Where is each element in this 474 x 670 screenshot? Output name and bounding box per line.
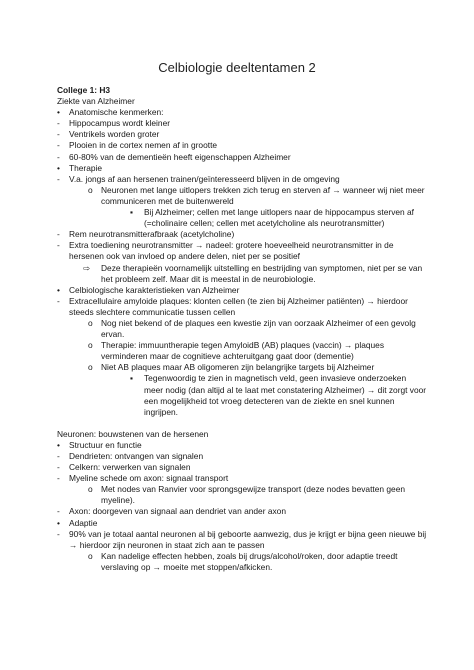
list-item: [57, 318, 427, 340]
line-text: Tegenwoordig te zien in magnetisch veld, geen invasieve onderzoeken meer nodig (dan altijd al te laat met constatering Alzheimer) → dit zorgt voor een mogelijkheid tot vroeg detecteren van de ziekte en snel kunnen ingrijpen.: [144, 373, 427, 417]
o-bullet-icon: o: [88, 550, 93, 561]
list-item: [57, 118, 427, 129]
list-item: [57, 440, 427, 451]
list-item: [57, 152, 427, 163]
line-text: Ventrikels worden groter: [69, 129, 160, 140]
line-text: V.a. jongs af aan hersenen trainen/geïnteresseerd blijven in de omgeving: [69, 173, 340, 184]
line-text: Adaptie: [69, 517, 98, 528]
line-text: Bij Alzheimer; cellen met lange uitlopers naar de hippocampus sterven af (=cholinaire cellen; cellen met acetylcholine als neurotransmitter): [144, 207, 415, 229]
topic-line: [57, 429, 427, 440]
line-text: Extracellulaire amyloide plaques: klonten cellen (te zien bij Alzheimer patiënten) → hierdoor steeds slechtere communicatie tussen cellen: [69, 295, 408, 317]
list-item: [57, 340, 427, 362]
list-item: [57, 129, 427, 140]
line-text: Plooien in de cortex nemen af in grootte: [69, 140, 218, 151]
line-text: Celkern: verwerken van signalen: [69, 462, 191, 473]
dash-bullet-icon: -: [57, 173, 60, 184]
line-text: Axon: doorgeven van signaal aan dendriet van ander axon: [69, 506, 286, 517]
line-text: Therapie: immuuntherapie tegen AmyloidB (AB) plaques (vaccin) → plaques verminderen maar de cognitieve achteruitgang gaat door (dementie): [101, 340, 385, 362]
arrow-bullet-icon: ⇨: [83, 262, 91, 273]
line-text: 90% van je totaal aantal neuronen al bij geboorte aanwezig, dus je krijgt er bijna geen nieuwe bij → hierdoor zijn neuronen in staat zich aan te passen: [69, 528, 427, 550]
list-item: [57, 473, 427, 484]
dash-bullet-icon: -: [57, 240, 60, 251]
line-text: Myeline schede om axon: signaal transport: [69, 473, 229, 484]
line-text: Extra toediening neurotransmitter → nadeel: grotere hoeveelheid neurotransmitter in de hersenen ook van invloed op andere delen, niet per se positief: [69, 240, 394, 262]
dash-bullet-icon: -: [57, 129, 60, 140]
list-item: [57, 107, 427, 118]
dash-bullet-icon: -: [57, 118, 60, 129]
line-text: College 1: H3: [57, 85, 111, 95]
document-title: Celbiologie deeltentamen 2: [158, 60, 316, 75]
square-bullet-icon: ▪: [130, 207, 133, 218]
list-item: [57, 285, 427, 296]
dot-bullet-icon: •: [57, 107, 60, 118]
line-text: Dendrieten: ontvangen van signalen: [69, 451, 204, 461]
line-text: Deze therapieën voornamelijk uitstelling en bestrijding van symptomen, niet per se van het probleem zelf. Maar dit is meestal in de neurobiologie.: [101, 262, 423, 284]
line-text: Met nodes van Ranvier voor sprongsgewijze transport (deze nodes bevatten geen myeline).: [101, 484, 406, 506]
o-bullet-icon: o: [88, 317, 93, 328]
line-text: Anatomische kenmerken:: [69, 107, 164, 118]
dash-bullet-icon: -: [57, 473, 60, 484]
list-item: [57, 163, 427, 174]
list-item: [57, 296, 427, 318]
o-bullet-icon: o: [88, 484, 93, 495]
line-text: Neuronen met lange uitlopers trekken zich terug en sterven af → wanneer wij niet meer communiceren met de buitenwereld: [101, 184, 425, 206]
line-text: Kan nadelige effecten hebben, zoals bij drugs/alcohol/roken, door adaptie treedt verslaving op → moeite met stoppen/afkicken.: [101, 550, 398, 572]
dot-bullet-icon: •: [57, 517, 60, 528]
line-text: Nog niet bekend of de plaques een kwestie zijn van oorzaak Alzheimer of een gevolg ervan.: [101, 317, 416, 340]
line-text: Niet AB plaques maar AB oligomeren zijn belangrijke targets bij Alzheimer: [101, 362, 375, 373]
dot-bullet-icon: •: [57, 439, 60, 450]
dash-bullet-icon: -: [57, 528, 60, 539]
list-item: [57, 263, 427, 285]
topic-line: [57, 96, 427, 107]
square-bullet-icon: ▪: [130, 373, 133, 384]
dash-bullet-icon: -: [57, 140, 60, 151]
list-item: [57, 484, 427, 506]
list-item: [57, 207, 427, 229]
dash-bullet-icon: -: [57, 229, 60, 240]
list-item: [57, 140, 427, 151]
line-text: 60-80% van de dementieën heeft eigenschappen Alzheimer: [69, 151, 291, 162]
section-heading: [57, 85, 427, 96]
o-bullet-icon: o: [88, 184, 93, 195]
line-text: Neuronen: bouwstenen van de hersenen: [57, 428, 209, 439]
o-bullet-icon: o: [88, 362, 93, 373]
line-text: Structuur en functie: [69, 439, 142, 450]
line-text: Rem neurotransmitterafbraak (acetylcholine): [69, 229, 235, 240]
list-item: [57, 373, 427, 417]
dash-bullet-icon: -: [57, 506, 60, 517]
list-item: [57, 240, 427, 262]
list-item: [57, 451, 427, 462]
list-item: [57, 551, 427, 573]
dash-bullet-icon: -: [57, 462, 60, 473]
document-body: [57, 85, 427, 573]
dash-bullet-icon: -: [57, 295, 60, 306]
line-text: Therapie: [69, 162, 103, 173]
list-item: [57, 462, 427, 473]
list-item: [57, 518, 427, 529]
list-item: [57, 185, 427, 207]
line-text: Ziekte van Alzheimer: [57, 96, 135, 107]
blank-line: [57, 418, 427, 429]
list-item: [57, 529, 427, 551]
list-item: [57, 506, 427, 517]
dot-bullet-icon: •: [57, 162, 60, 173]
dot-bullet-icon: •: [57, 284, 60, 295]
o-bullet-icon: o: [88, 340, 93, 351]
list-item: [57, 362, 427, 373]
list-item: [57, 229, 427, 240]
list-item: [57, 174, 427, 185]
dash-bullet-icon: -: [57, 451, 60, 461]
line-text: Hippocampus wordt kleiner: [69, 118, 171, 129]
line-text: Celbiologische karakteristieken van Alzheimer: [69, 284, 240, 295]
dash-bullet-icon: -: [57, 151, 60, 162]
